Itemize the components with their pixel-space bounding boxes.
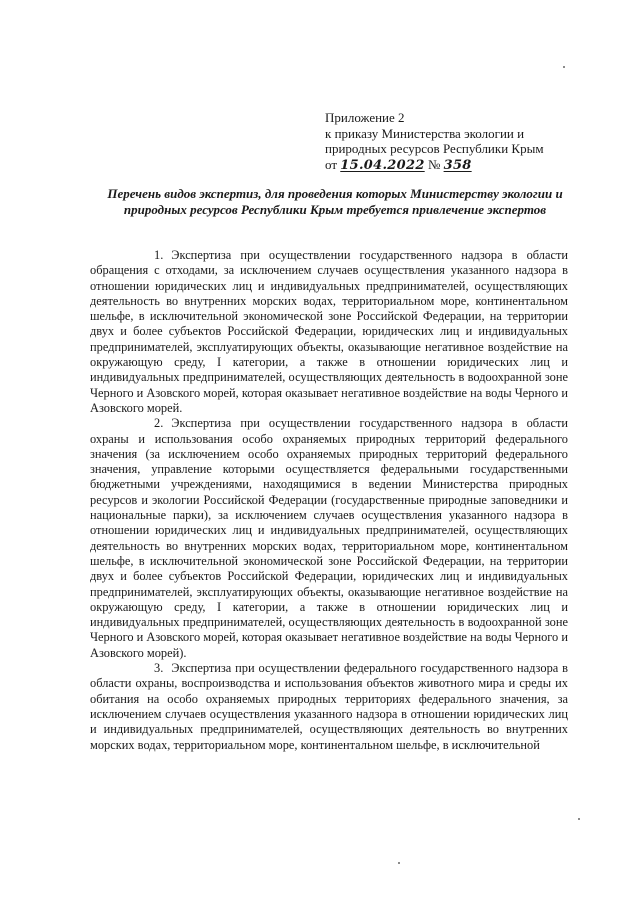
appendix-ministry: природных ресурсов Республики Крым — [325, 141, 544, 156]
scan-speck — [563, 66, 565, 68]
item-text: Экспертиза при осуществлении государственного надзора в области охраны и использования особо охраняемых природных территорий федерального значения (за исключением особо охраняемых природных территорий федерального значения, управление которыми осуществляется федеральными государственными бюджетными учреждениями, находящимися в ведении Министерства природных ресурсов и экологии Российской Федерации (государственные природные заповедники и национальные парки), за исключением случаев осуществления указанного надзора в отношении юридических лиц и индивидуальных предпринимателей, осуществляющих деятельность во внутренних морских водах, территориальном море, континентальном шельфе, в исключительной экономической зоне Российской Федерации, на территории двух и более субъектов Российской Федерации, юридических лиц и индивидуальных предпринимателей, эксплуатирующих объекты, оказывающие негативное воздействие на окружающую среду, I категории, а также в отношении юридических лиц и индивидуальных предпринимателей, осуществляющих деятельность в водоохранной зоне Черного и Азовского морей, которая оказывает негативное воздействие на воды Черного и Азовского морей). — [90, 416, 568, 660]
appendix-number: Приложение 2 — [325, 110, 405, 125]
document-body — [90, 248, 568, 753]
appendix-order-ref: к приказу Министерства экологии и — [325, 125, 525, 141]
appendix-header — [325, 110, 585, 173]
scan-speck — [398, 862, 400, 864]
list-item — [90, 248, 568, 416]
list-item — [90, 661, 568, 753]
list-item — [90, 416, 568, 661]
document-title: Перечень видов экспертиз, для проведения которых Министерству экологии и природных ресурсов Республики Крым требуется привлечение экспертов — [107, 186, 563, 217]
handwritten-number: 358 — [443, 157, 472, 173]
item-number: 3. — [154, 661, 164, 676]
item-text: Экспертиза при осуществлении федерального государственного надзора в области охраны, воспроизводства и использования объектов животного мира и среды их обитания на особо охраняемых природных территориях федерального значения, за исключением случаев осуществления указанного надзора в отношении юридических лиц и индивидуальных предпринимателей, осуществляющих деятельность во внутренних морских водах, территориальном море, континентальном шельфе, в исключительной — [90, 661, 568, 752]
number-prefix: № — [427, 156, 441, 172]
appendix-date-line — [325, 157, 585, 174]
item-number: 1. — [154, 248, 164, 262]
item-text: Экспертиза при осуществлении государственного надзора в области обращения с отходами, за исключением случаев осуществления указанного надзора в отношении юридических лиц и индивидуальных предпринимателей, осуществляющих деятельность во внутренних морских водах, территориальном море, континентальном шельфе, в исключительной экономической зоне Российской Федерации, на территории двух и более субъектов Российской Федерации, юридических лиц и индивидуальных предпринимателей, эксплуатирующих объекты, оказывающие негативное воздействие на окружающую среду, I категории, а также в отношении юридических лиц и индивидуальных предпринимателей, осуществляющих деятельность в водоохранной зоне Черного и Азовского морей, которая оказывает негативное воздействие на воды Черного и Азовского морей. — [90, 248, 568, 415]
item-number: 2. — [154, 416, 164, 431]
scan-speck — [578, 818, 580, 820]
date-prefix: от — [325, 156, 338, 172]
handwritten-date: 15.04.2022 — [340, 157, 425, 173]
